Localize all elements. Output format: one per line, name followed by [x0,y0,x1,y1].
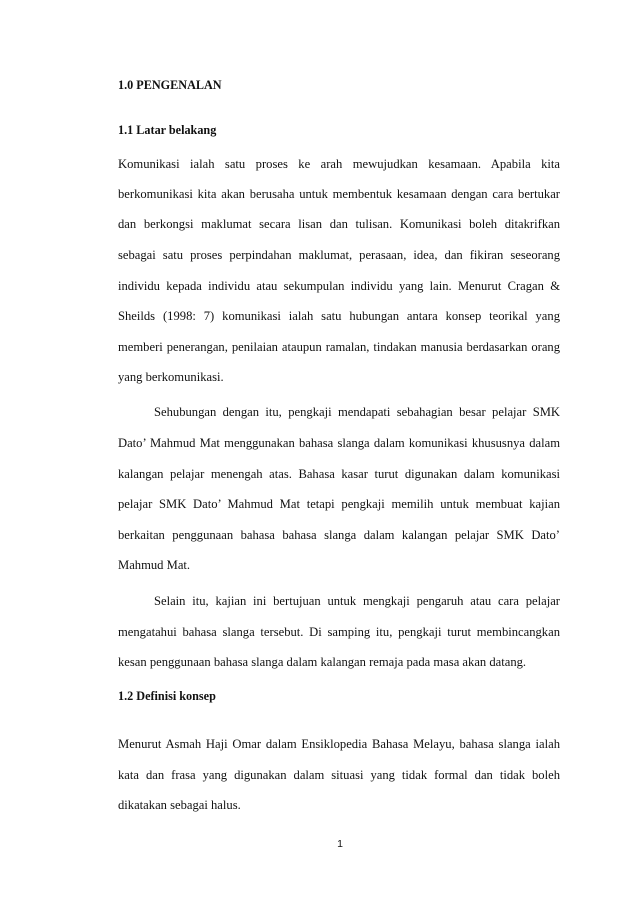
text-line: Mahmud Mat. [118,558,191,572]
text-line: kata dan frasa yang digunakan dalam situasi yang tidak formal dan tidak boleh [118,768,560,782]
text-line: Sheilds (1998: 7) komunikasi ialah satu hubungan antara konsep teorikal yang [118,309,560,323]
text-line: sebagai satu proses perpindahan maklumat, perasaan, idea, dan fikiran seseorang [118,248,560,262]
text-line: dikatakan sebagai halus. [118,798,241,812]
text-line: berkomunikasi kita akan berusaha untuk membentuk kesamaan dengan cara bertukar [118,187,560,201]
text-line: berkaitan penggunaan bahasa bahasa slanga dalam kalangan pelajar SMK Dato’ [118,528,560,542]
text-line: yang berkomunikasi. [118,370,224,384]
text-line: individu kepada individu atau sekumpulan individu yang lain. Menurut Cragan & [118,279,560,293]
text-line: dan berkongsi maklumat secara lisan dan tulisan. Komunikasi boleh ditakrifkan [118,217,560,231]
text-line: kalangan pelajar menengah atas. Bahasa kasar turut digunakan dalam komunikasi [118,467,560,481]
text-line: Komunikasi ialah satu proses ke arah mewujudkan kesamaan. Apabila kita [118,157,560,171]
section-1-2-heading: 1.2 Definisi konsep [118,689,216,703]
text-line: pelajar SMK Dato’ Mahmud Mat tetapi pengkaji memilih untuk membuat kajian [118,497,560,511]
page-number: 1 [337,838,343,850]
text-line: Menurut Asmah Haji Omar dalam Ensiklopedia Bahasa Melayu, bahasa slanga ialah [118,737,560,751]
section-1-1-heading: 1.1 Latar belakang [118,123,217,137]
text-line: memberi penerangan, penilaian ataupun ramalan, tindakan manusia berdasarkan orang [118,340,560,354]
text-line: Selain itu, kajian ini bertujuan untuk mengkaji pengaruh atau cara pelajar [154,594,560,608]
text-line: Sehubungan dengan itu, pengkaji mendapati sebahagian besar pelajar SMK [154,405,560,419]
text-line: kesan penggunaan bahasa slanga dalam kalangan remaja pada masa akan datang. [118,655,527,669]
text-line: mengatahui bahasa slanga tersebut. Di samping itu, pengkaji turut membincangkan [118,625,560,639]
main-heading: 1.0 PENGENALAN [118,78,222,92]
text-line: Dato’ Mahmud Mat menggunakan bahasa slanga dalam komunikasi khususnya dalam [118,436,560,450]
